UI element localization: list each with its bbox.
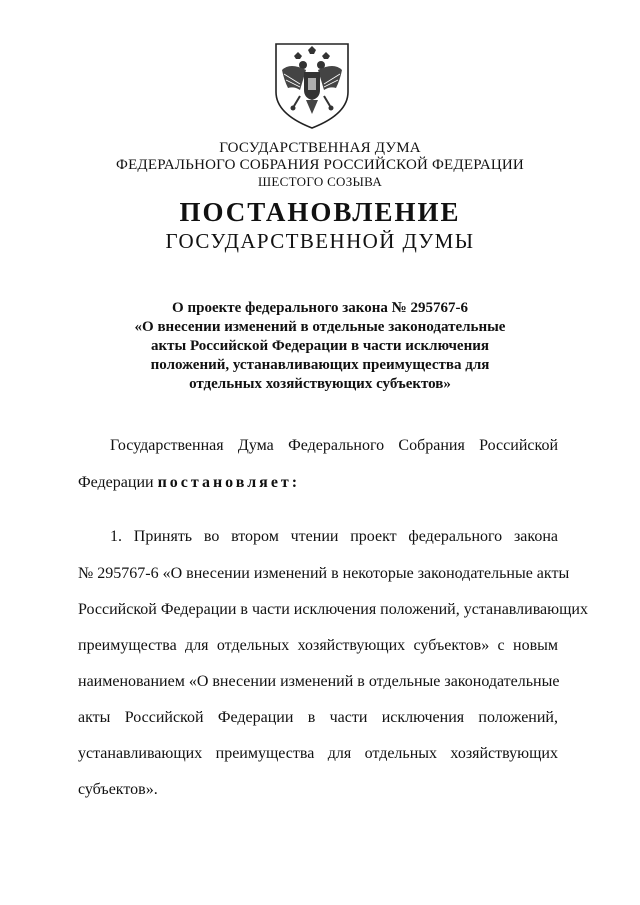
preamble-line: Государственная Дума Федерального Собрания Российской <box>110 437 558 454</box>
convocation-line: ШЕСТОГО СОЗЫВА <box>257 174 383 189</box>
org-name-line2: ФЕДЕРАЛЬНОГО СОБРАНИЯ РОССИЙСКОЙ ФЕДЕРАЦИИ <box>116 157 524 173</box>
item1-line: наименованием «О внесении изменений в отдельные законодательные <box>78 673 560 690</box>
item1-line: преимущества для отдельных хозяйствующих субъектов» с новым <box>78 637 558 654</box>
subject-line: О проекте федерального закона № 295767-6 <box>172 300 468 316</box>
item1-line: устанавливающих преимущества для отдельных хозяйствующих <box>78 745 558 762</box>
subject-line: отдельных хозяйствующих субъектов» <box>189 376 451 392</box>
item1-line: № 295767-6 «О внесении изменений в некоторые законодательные акты <box>78 565 570 582</box>
org-name-line1: ГОСУДАРСТВЕННАЯ ДУМА <box>219 140 421 156</box>
document-title: ПОСТАНОВЛЕНИЕ <box>179 197 461 227</box>
preamble-line <box>78 474 300 492</box>
preamble-decision-verb: постановляет: <box>157 474 301 491</box>
preamble-text: Федерации <box>78 474 154 491</box>
item1-line: Российской Федерации в части исключения положений, устанавливающих <box>78 601 588 618</box>
subject-line: акты Российской Федерации в части исключения <box>151 338 489 354</box>
coat-of-arms-emblem <box>270 40 354 132</box>
document-subtitle: ГОСУДАРСТВЕННОЙ ДУМЫ <box>165 229 475 253</box>
item1-line: акты Российской Федерации в части исключения положений, <box>78 709 558 726</box>
item1-line: 1. Принять во втором чтении проект федерального закона <box>110 528 558 545</box>
subject-line: «О внесении изменений в отдельные законодательные <box>134 319 506 335</box>
item1-line: субъектов». <box>78 781 158 798</box>
document-subject <box>0 299 640 394</box>
subject-line: положений, устанавливающих преимущества для <box>150 357 490 373</box>
